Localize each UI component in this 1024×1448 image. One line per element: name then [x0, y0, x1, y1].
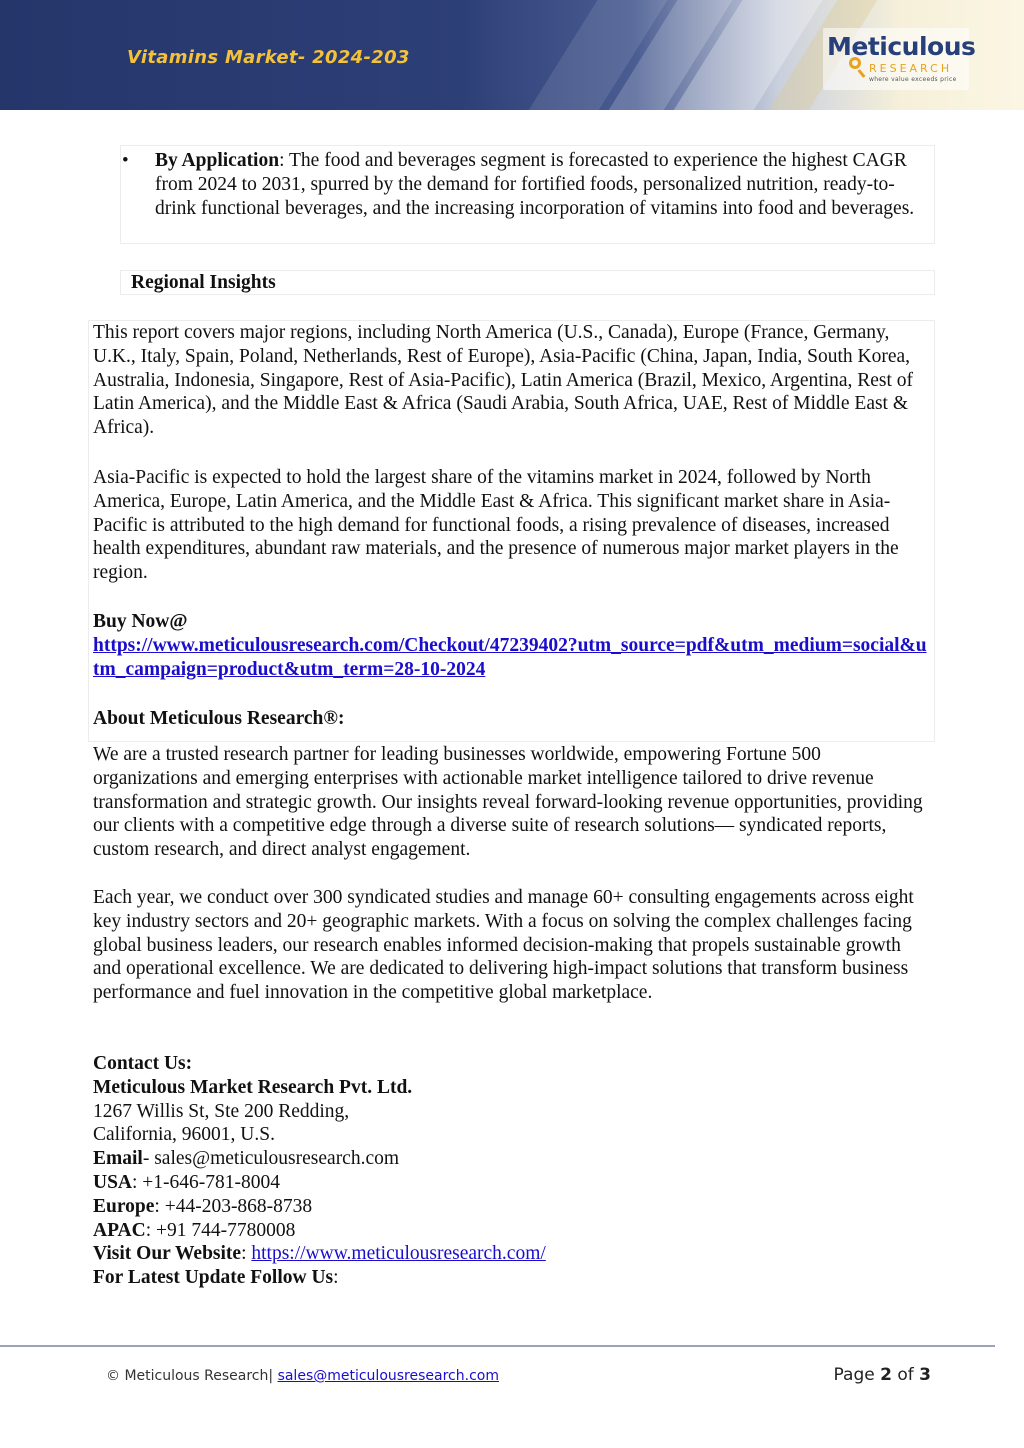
contact-website: Visit Our Website: https://www.meticulousresearch.com/: [93, 1243, 546, 1265]
regional-paragraph-1: This report covers major regions, including North America (U.S., Canada), Europe (France, Germany, U.K., Italy, Spain, Poland, Netherlands, Rest of Europe), Asia-Pacific (China, Japan, India, South Korea, Australia, Indonesia, Singapore, Rest of Asia-Pacific), Latin America (Brazil, Mexico, Argentina, Rest of Latin America), and the Middle East & Africa (Saudi Arabia, South Africa, UAE, Rest of Middle East & Africa).: [93, 322, 914, 439]
bullet-icon: •: [122, 150, 129, 171]
contact-europe-phone: Europe: +44-203-868-8738: [93, 1195, 313, 1217]
regional-heading: Regional Insights: [131, 272, 276, 293]
application-paragraph: [155, 149, 927, 220]
contact-apac-phone: APAC: +91 744-7780008: [93, 1219, 296, 1241]
document-title: Vitamins Market- 2024-203: [127, 47, 410, 68]
footer-copyright: © Meticulous Research| sales@meticulousresearch.com: [106, 1368, 499, 1384]
logo-name: Meticulous: [827, 32, 976, 61]
contact-email: Email- sales@meticulousresearch.com: [93, 1148, 400, 1170]
application-label: By Application: [155, 150, 280, 171]
logo-tagline: where value exceeds price: [869, 76, 957, 83]
company-name: Meticulous Market Research Pvt. Ltd.: [93, 1076, 413, 1098]
regional-paragraph-2: Asia-Pacific is expected to hold the largest share of the vitamins market in 2024, followed by North America, Europe, Latin America, and the Middle East & Africa. This significant market share in Asia-Pacific is attributed to the high demand for functional foods, a rising prevalence of diseases, increased health expenditures, abundant raw materials, and the presence of numerous major market players in the region.: [93, 467, 899, 584]
website-link[interactable]: https://www.meticulousresearch.com/: [251, 1243, 546, 1265]
contact-heading: Contact Us:: [93, 1053, 193, 1074]
footer-divider: [0, 1345, 995, 1347]
about-paragraph-1: We are a trusted research partner for leading businesses worldwide, empowering Fortune 500 organizations and emerging enterprises with actionable market intelligence tailored to drive revenue transformation and strategic growth. Our insights reveal forward-looking revenue opportunities, providing our clients with a competitive edge through a diverse suite of research solutions— syndicated reports, custom research, and direct analyst engagement.: [93, 744, 923, 861]
buy-now-label: Buy Now@: [93, 611, 188, 632]
address-line-1: 1267 Willis St, Ste 200 Redding,: [93, 1100, 350, 1122]
application-text: : The food and beverages segment is forecasted to experience the highest CAGR from 2024 to 2031, spurred by the demand for fortified foods, personalized nutrition, ready-to-drink functional beverages, and the increasing incorporation of vitamins into food and beverages.: [155, 150, 915, 219]
header-banner: [0, 0, 1024, 110]
logo-sub: RESEARCH: [869, 62, 953, 75]
buy-now-link[interactable]: https://www.meticulousresearch.com/Checkout/47239402?utm_source=pdf&utm_medium=social&utm_campaign=product&utm_term=28-10-2024: [93, 635, 927, 680]
contact-block: [93, 1052, 929, 1290]
magnifier-icon: [849, 57, 861, 69]
contact-follow: For Latest Update Follow Us:: [93, 1267, 339, 1289]
about-heading: About Meticulous Research®:: [93, 708, 345, 729]
address-line-2: California, 96001, U.S.: [93, 1124, 275, 1146]
page-number: Page 2 of 3: [833, 1365, 931, 1385]
about-paragraph-2: Each year, we conduct over 300 syndicated studies and manage 60+ consulting engagements across eight key industry sectors and 20+ geographic markets. With a focus on solving the complex challenges facing global business leaders, our research enables informed decision-making that propels sustainable growth and operational excellence. We are dedicated to delivering high-impact solutions that transform business performance and fuel innovation in the competitive global marketplace.: [93, 887, 914, 1004]
footer-email-link[interactable]: sales@meticulousresearch.com: [277, 1368, 499, 1384]
meticulous-research-logo: [823, 28, 976, 90]
contact-usa-phone: USA: +1-646-781-8004: [93, 1171, 281, 1193]
